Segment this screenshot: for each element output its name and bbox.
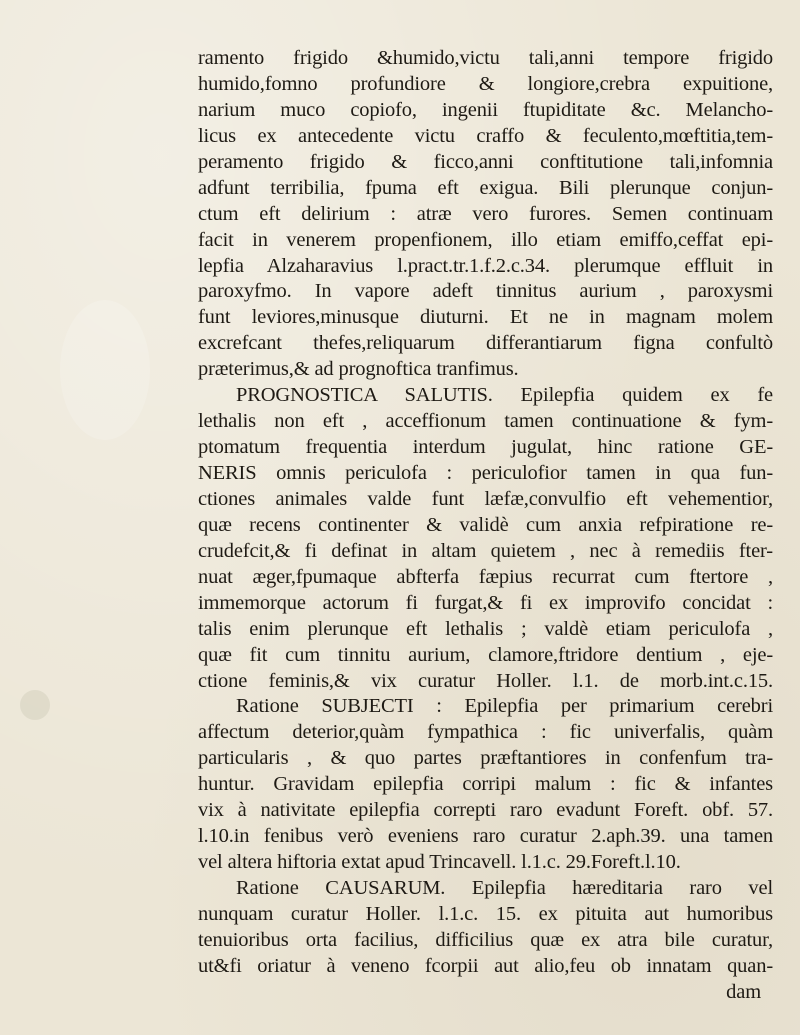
text-line: Ratione SUBJECTI : Epilepfia per primarium cerebri bbox=[236, 695, 773, 718]
text-line: excrefcant thefes,reliquarum differantiarum figna confultò bbox=[198, 332, 773, 355]
text-line: ramento frigido &humido,victu tali,anni tempore frigido bbox=[198, 47, 773, 69]
text-line: l.10.in fenibus verò eveniens raro curatur 2.aph.39. una tamen bbox=[198, 825, 773, 848]
text-line: ctum eft delirium : atræ vero furores. Semen continuam bbox=[198, 202, 773, 225]
text-line: NERIS omnis periculofa : periculofior tamen in qua fun- bbox=[198, 462, 773, 484]
text-line: nuat æger,fpumaque abfterfa fæpius recurrat cum ftertore , bbox=[198, 565, 773, 588]
text-line: tenuioribus orta facilius, difficilius quæ ex atra bile curatur, bbox=[198, 928, 773, 951]
text-line: crudefcit,& fi definat in altam quietem , nec à remediis fter- bbox=[198, 539, 773, 562]
text-line: huntur. Gravidam epilepfia corripi malum : fic & infantes bbox=[198, 773, 773, 796]
paper-stain bbox=[60, 300, 150, 440]
text-line: dam bbox=[726, 980, 761, 1003]
text-line: narium muco copiofo, ingenii ftupiditate &c. Melancho- bbox=[198, 98, 773, 121]
paper-stain bbox=[20, 690, 50, 720]
text-line: particularis , & quo partes præftantiores in confenfum tra- bbox=[198, 747, 773, 770]
text-line: quæ recens continenter & validè cum anxia refpiratione re- bbox=[198, 513, 773, 536]
text-line: vix à nativitate epilepfia correpti raro evadunt Foreft. obf. 57. bbox=[198, 799, 773, 822]
text-line: funt leviores,minusque diuturni. Et ne in magnam molem bbox=[198, 306, 773, 329]
text-line: ctiones animales valde funt læfæ,convulfio eft vehementior, bbox=[198, 487, 773, 510]
text-line: adfunt terribilia, fpuma eft exigua. Bili plerunque conjun- bbox=[198, 176, 773, 199]
text-line: præterimus,& ad prognoftica tranfimus. bbox=[198, 358, 519, 381]
text-line: nunquam curatur Holler. l.1.c. 15. ex pituita aut humoribus bbox=[198, 902, 773, 925]
text-line: paroxyfmo. In vapore adeft tinnitus aurium , paroxysmi bbox=[198, 280, 773, 303]
text-line: Ratione CAUSARUM. Epilepfia hæreditaria raro vel bbox=[236, 877, 773, 899]
text-line: licus ex antecedente victu craffo & feculento,mœftitia,tem- bbox=[198, 124, 773, 147]
text-line: vel altera hiftoria extat apud Trincavell. l.1.c. 29.Foreft.l.10. bbox=[198, 851, 681, 874]
text-line: immemorque actorum fi furgat,& fi ex improvifo concidat : bbox=[198, 591, 773, 614]
body-text bbox=[198, 46, 773, 1006]
text-line: peramento frigido & ficco,anni conftitutione tali,infomnia bbox=[198, 150, 773, 173]
text-line: facit in venerem propenfionem, illo etiam emiffo,ceffat epi- bbox=[198, 228, 773, 251]
text-line: humido,fomno profundiore & longiore,crebra expuitione, bbox=[198, 72, 773, 95]
text-line: lepfia Alzaharavius l.pract.tr.1.f.2.c.34. plerumque effluit in bbox=[198, 254, 773, 277]
text-line: ctione feminis,& vix curatur Holler. l.1. de morb.int.c.15. bbox=[198, 669, 773, 692]
text-line: PROGNOSTICA SALUTIS. Epilepfia quidem ex fe bbox=[236, 384, 773, 407]
text-line: quæ fit cum tinnitu aurium, clamore,ftridore dentium , eje- bbox=[198, 643, 773, 666]
text-line: talis enim plerunque eft lethalis ; valdè etiam periculofa , bbox=[198, 617, 773, 640]
text-line: lethalis non eft , acceffionum tamen continuatione & fym- bbox=[198, 410, 773, 433]
text-line: ptomatum frequentia interdum jugulat, hinc ratione GE- bbox=[198, 436, 773, 459]
text-line: ut&fi oriatur à veneno fcorpii aut alio,feu ob innatam quan- bbox=[198, 954, 773, 977]
text-line: affectum deterior,quàm fympathica : fic univerfalis, quàm bbox=[198, 721, 773, 744]
